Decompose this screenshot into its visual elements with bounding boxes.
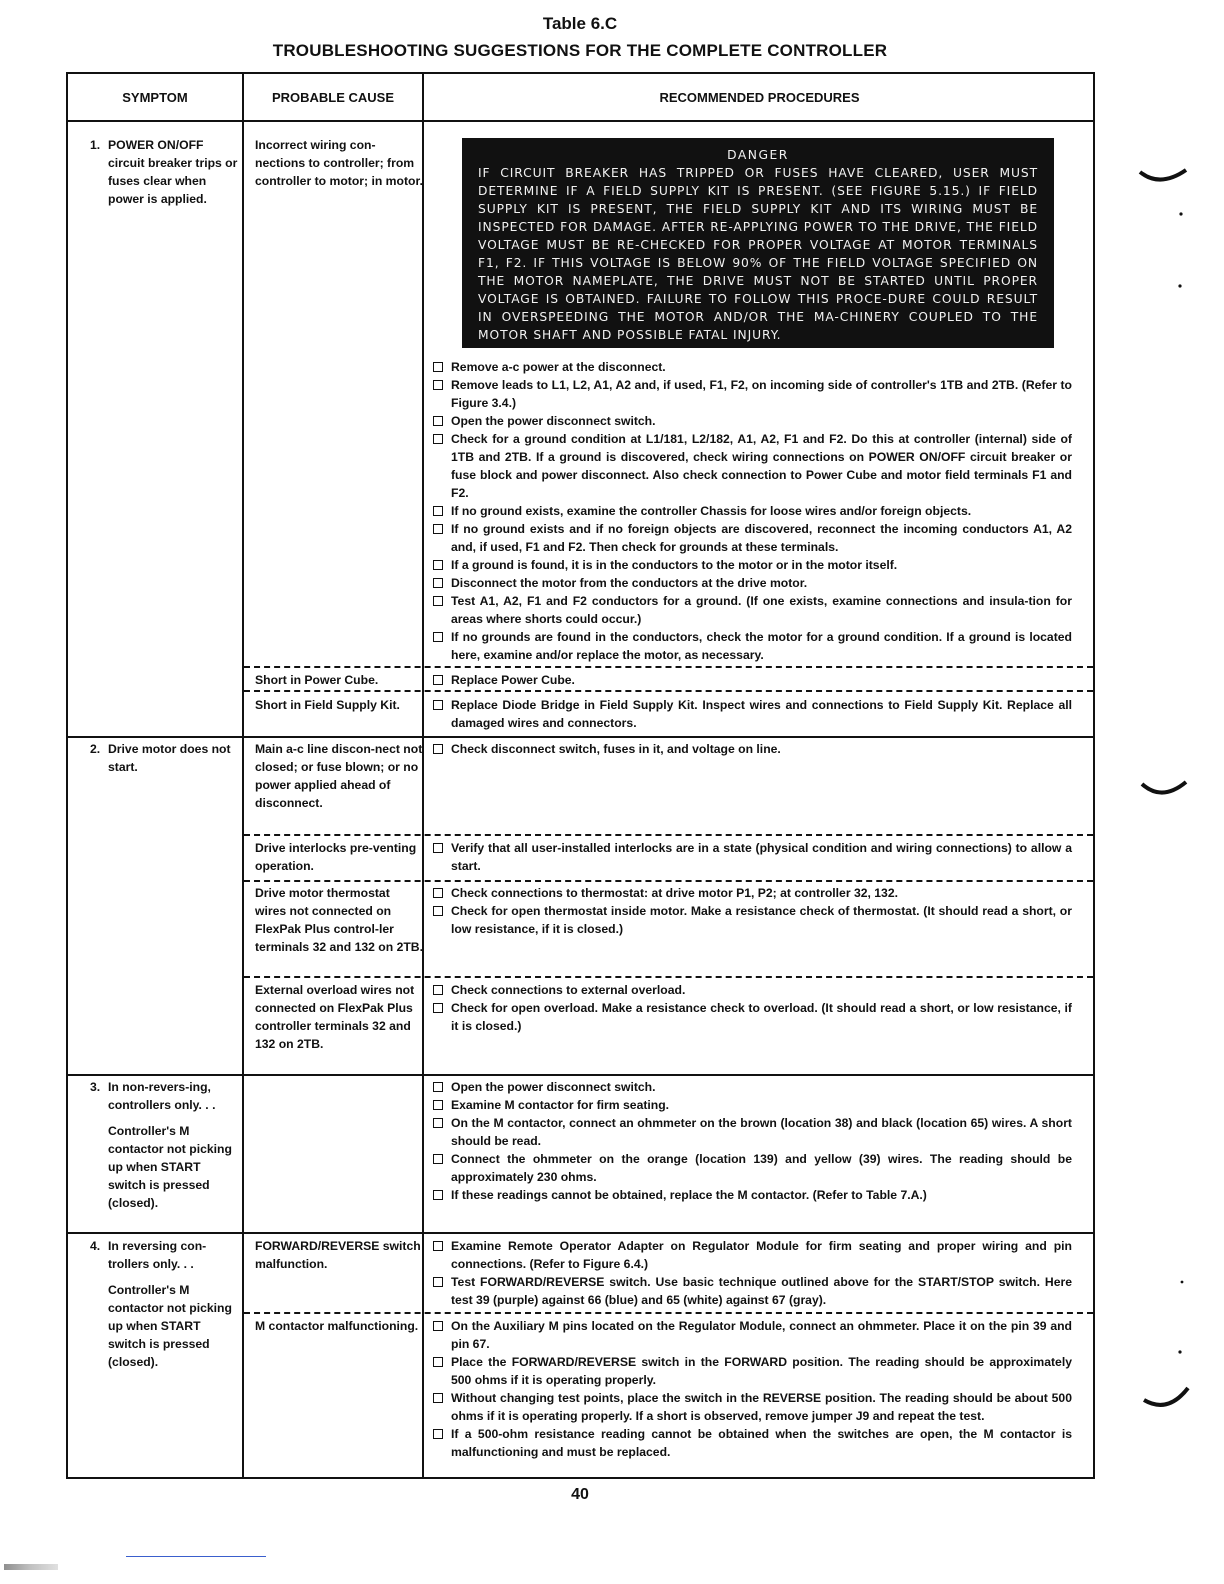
- subrow-rule: [244, 1312, 1093, 1314]
- procedure-item: Check for open overload. Make a resistance check to overload. (It should read a short, or low resistance, if it is closed.): [432, 999, 1072, 1035]
- cause-1c: Short in Field Supply Kit.: [255, 698, 400, 712]
- procedure-item: Disconnect the motor from the conductors at the drive motor.: [432, 574, 1072, 592]
- checkbox-icon: [433, 1393, 443, 1403]
- symptom-number: 2.: [90, 742, 101, 756]
- procedures-1a: [432, 358, 1072, 664]
- checkbox-icon: [433, 700, 443, 710]
- binder-mark-icon: [1144, 1388, 1188, 1405]
- procedures-1c: [432, 696, 1072, 732]
- symptom-text: In non-revers-ing, controllers only. . .: [108, 1080, 216, 1112]
- subrow-rule: [244, 976, 1093, 978]
- cause-1a: Incorrect wiring con-nections to controller; from controller to motor; in motor.: [255, 138, 423, 188]
- checkbox-icon: [433, 744, 443, 754]
- binder-mark-icon: [1142, 782, 1186, 793]
- symptom-text: Drive motor does not start.: [108, 742, 231, 774]
- procedures-4b: [432, 1317, 1072, 1461]
- procedure-item: Remove leads to L1, L2, A1, A2 and, if used, F1, F2, on incoming side of controller's 1TB and 2TB. (Refer to Figure 3.4.): [432, 376, 1072, 412]
- checkbox-icon: [433, 985, 443, 995]
- cause-4b: M contactor malfunctioning.: [255, 1319, 419, 1333]
- checkbox-icon: [433, 524, 443, 534]
- procedures-2b: [432, 839, 1072, 875]
- checkbox-icon: [433, 906, 443, 916]
- subrow-rule: [244, 880, 1093, 882]
- cause-1b: Short in Power Cube.: [255, 673, 379, 687]
- procedure-item: If no ground exists, examine the controller Chassis for loose wires and/or foreign objects.: [432, 502, 1072, 520]
- procedure-item: Verify that all user-installed interlocks are in a state (physical condition and wiring connections) to allow a start.: [432, 839, 1072, 875]
- checkbox-icon: [433, 362, 443, 372]
- checkbox-icon: [433, 675, 443, 685]
- checkbox-icon: [433, 596, 443, 606]
- checkbox-icon: [433, 632, 443, 642]
- checkbox-icon: [433, 578, 443, 588]
- procedure-item: Examine M contactor for firm seating.: [432, 1096, 1072, 1114]
- symptom-number: 1.: [90, 138, 101, 152]
- danger-box: [462, 138, 1054, 348]
- procedure-item: On the M contactor, connect an ohmmeter on the brown (location 38) and black (location 65) wires. A short should be read.: [432, 1114, 1072, 1150]
- checkbox-icon: [433, 560, 443, 570]
- cause-4a: FORWARD/REVERSE switch malfunction.: [255, 1239, 421, 1271]
- checkbox-icon: [433, 416, 443, 426]
- checkbox-icon: [433, 380, 443, 390]
- scan-artifact-blot: [4, 1564, 58, 1570]
- table-title: TROUBLESHOOTING SUGGESTIONS FOR THE COMPLETE CONTROLLER: [272, 41, 888, 60]
- procedure-item: Check disconnect switch, fuses in it, and voltage on line.: [432, 740, 1072, 758]
- symptom-2: [90, 740, 240, 776]
- symptom-detail: Controller's M contactor not picking up when START switch is pressed (closed).: [108, 1283, 232, 1369]
- checkbox-icon: [433, 1357, 443, 1367]
- cause-2c: Drive motor thermostat wires not connected on FlexPak Plus control-ler terminals 32 and 132 on 2TB.: [255, 886, 423, 954]
- page-number: 40: [571, 1486, 589, 1503]
- column-divider: [242, 74, 244, 1477]
- subrow-rule: [244, 834, 1093, 836]
- checkbox-icon: [433, 1118, 443, 1128]
- procedure-item: Test A1, A2, F1 and F2 conductors for a ground. (If one exists, examine connections and insula-tion for areas where shorts could occur.): [432, 592, 1072, 628]
- speck-icon: [1181, 1281, 1184, 1284]
- procedure-item: Open the power disconnect switch.: [432, 412, 1072, 430]
- cause-2a: Main a-c line discon-nect not closed; or fuse blown; or no power applied ahead of disconnect.: [255, 742, 423, 810]
- row-rule: [68, 736, 1093, 738]
- scan-artifact-line: [126, 1556, 266, 1557]
- row-rule: [68, 1074, 1093, 1076]
- symptom-3: [90, 1078, 240, 1212]
- procedure-item: Connect the ohmmeter on the orange (location 139) and yellow (39) wires. The reading should be approximately 230 ohms.: [432, 1150, 1072, 1186]
- checkbox-icon: [433, 1277, 443, 1287]
- procedure-item: On the Auxiliary M pins located on the Regulator Module, connect an ohmmeter. Place it on the pin 39 and pin 67.: [432, 1317, 1072, 1353]
- checkbox-icon: [433, 1241, 443, 1251]
- procedure-item: If no grounds are found in the conductors, check the motor for a ground condition. If a ground is located here, examine and/or replace the motor, as necessary.: [432, 628, 1072, 664]
- checkbox-icon: [433, 1154, 443, 1164]
- speck-icon: [1179, 212, 1182, 215]
- checkbox-icon: [433, 843, 443, 853]
- checkbox-icon: [433, 506, 443, 516]
- procedure-item: Check connections to external overload.: [432, 981, 1072, 999]
- troubleshooting-table: [66, 72, 1095, 1479]
- procedure-item: Without changing test points, place the switch in the REVERSE position. The reading should be about 500 ohms if it is operating properly. If a short is observed, remove jumper J9 and repeat the test.: [432, 1389, 1072, 1425]
- subrow-rule: [244, 666, 1093, 668]
- cause-2b: Drive interlocks pre-venting operation.: [255, 841, 417, 873]
- procedure-item: Check connections to thermostat: at drive motor P1, P2; at controller 32, 132.: [432, 884, 1072, 902]
- header-rule: [68, 120, 1093, 122]
- procedures-2a: [432, 740, 1072, 758]
- header-symptom: SYMPTOM: [122, 90, 188, 105]
- procedure-item: Check for a ground condition at L1/181, L2/182, A1, A2, F1 and F2. Do this at controller (internal) side of 1TB and 2TB. If a ground is discovered, check wiring connections on POWER ON/OFF circuit breaker or fuse block and power disconnect. Also check connection to Power Cube and motor field terminals F1 and F2.: [432, 430, 1072, 502]
- danger-text: IF CIRCUIT BREAKER HAS TRIPPED OR FUSES HAVE CLEARED, USER MUST DETERMINE IF A FIELD SUPPLY KIT IS PRESENT. (SEE FIGURE 5.15.) IF FIELD SUPPLY KIT IS PRESENT, THE FIELD SUPPLY KIT AND ITS WIRING MUST BE INSPECTED FOR DAMAGE. AFTER RE-APPLYING POWER TO THE DRIVE, THE FIELD VOLTAGE MUST BE RE-CHECKED FOR PROPER VOLTAGE AT MOTOR TERMINALS F1, F2. IF THIS VOLTAGE IS BELOW 90% OF THE FIELD VOLTAGE SPECIFIED ON THE MOTOR NAMEPLATE, THE DRIVE MUST NOT BE STARTED UNTIL PROPER VOLTAGE IS OBTAINED. FAILURE TO FOLLOW THIS PROCE-DURE COULD RESULT IN OVERSPEEDING THE MOTOR AND/OR THE MA-CHINERY COUPLED TO THE MOTOR SHAFT AND POSSIBLE FATAL INJURY.: [478, 166, 1038, 342]
- header-probable-cause: PROBABLE CAUSE: [271, 90, 395, 105]
- speck-icon: [1178, 1350, 1181, 1353]
- symptom-text: In reversing con-trollers only. . .: [108, 1239, 207, 1271]
- checkbox-icon: [433, 1100, 443, 1110]
- procedure-item: Remove a-c power at the disconnect.: [432, 358, 1072, 376]
- binder-mark-icon: [1140, 170, 1186, 180]
- checkbox-icon: [433, 1321, 443, 1331]
- procedure-item: Replace Power Cube.: [432, 671, 1072, 689]
- procedures-2c: [432, 884, 1072, 938]
- symptom-number: 4.: [90, 1239, 101, 1253]
- procedure-item: Replace Diode Bridge in Field Supply Kit. Inspect wires and connections to Field Supply Kit. Replace all damaged wires and connectors.: [432, 696, 1072, 732]
- cause-2d: External overload wires not connected on FlexPak Plus controller terminals 32 and 132 on 2TB.: [255, 983, 415, 1051]
- table-label: Table 6.C: [542, 14, 618, 33]
- procedure-item: Check for open thermostat inside motor. Make a resistance check of thermostat. (It should read a short, or low resistance, if it is closed.): [432, 902, 1072, 938]
- procedure-item: Open the power disconnect switch.: [432, 1078, 1072, 1096]
- subrow-rule: [244, 690, 1093, 692]
- checkbox-icon: [433, 1190, 443, 1200]
- procedures-2d: [432, 981, 1072, 1035]
- symptom-number: 3.: [90, 1080, 101, 1094]
- checkbox-icon: [433, 888, 443, 898]
- checkbox-icon: [433, 1082, 443, 1092]
- header-recommended-procedures: RECOMMENDED PROCEDURES: [659, 90, 860, 105]
- danger-title: DANGER: [727, 148, 789, 162]
- checkbox-icon: [433, 434, 443, 444]
- procedures-4a: [432, 1237, 1072, 1309]
- procedure-item: Place the FORWARD/REVERSE switch in the FORWARD position. The reading should be approximately 500 ohms if it is operating properly.: [432, 1353, 1072, 1389]
- procedures-1b: [432, 671, 1072, 689]
- row-rule: [68, 1232, 1093, 1234]
- binder-hole-marks: [1138, 0, 1224, 1584]
- symptom-4: [90, 1237, 240, 1371]
- procedure-item: Examine Remote Operator Adapter on Regulator Module for firm seating and proper wiring and pin connections. (Refer to Figure 6.4.): [432, 1237, 1072, 1273]
- symptom-1: [90, 136, 240, 208]
- speck-icon: [1178, 284, 1181, 287]
- symptom-detail: Controller's M contactor not picking up when START switch is pressed (closed).: [108, 1124, 232, 1210]
- procedure-item: If no ground exists and if no foreign objects are discovered, reconnect the incoming conductors A1, A2 and, if used, F1 and F2. Then check for grounds at these terminals.: [432, 520, 1072, 556]
- procedure-item: Test FORWARD/REVERSE switch. Use basic technique outlined above for the START/STOP switch. Here test 39 (purple) against 66 (blue) and 65 (white) against 67 (gray).: [432, 1273, 1072, 1309]
- procedures-3: [432, 1078, 1072, 1204]
- checkbox-icon: [433, 1003, 443, 1013]
- checkbox-icon: [433, 1429, 443, 1439]
- procedure-item: If a 500-ohm resistance reading cannot be obtained when the switches are open, the M contactor is malfunctioning and must be replaced.: [432, 1425, 1072, 1461]
- procedure-item: If a ground is found, it is in the conductors to the motor or in the motor itself.: [432, 556, 1072, 574]
- symptom-text: POWER ON/OFF circuit breaker trips or fuses clear when power is applied.: [108, 138, 238, 206]
- procedure-item: If these readings cannot be obtained, replace the M contactor. (Refer to Table 7.A.): [432, 1186, 1072, 1204]
